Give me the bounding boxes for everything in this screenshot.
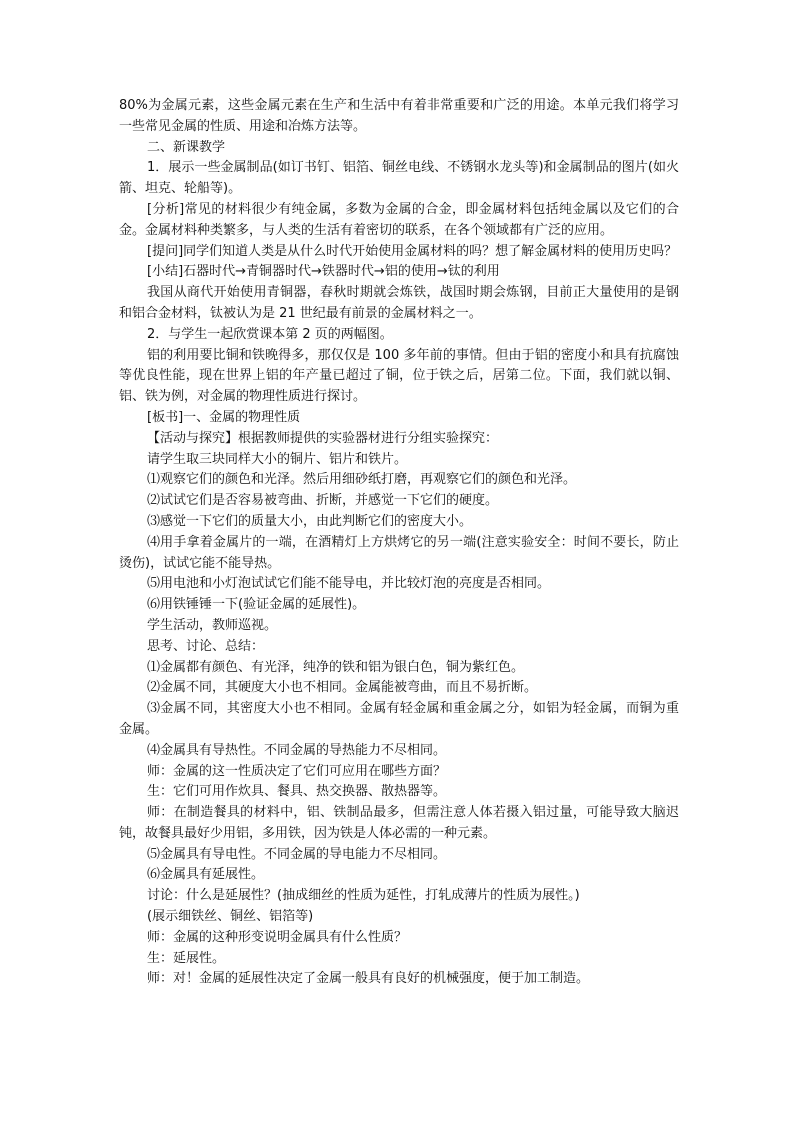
list-item-conclusion-4: ⑷金属具有导热性。不同金属的导热能力不尽相同。 [147, 742, 447, 758]
dialogue-student-1: 生：它们可用作炊具、餐具、热交换器、散热器等。 [147, 784, 447, 800]
list-item-conclusion-5: ⑸金属具有导电性。不同金属的导电能力不尽相同。 [147, 846, 447, 862]
paragraph-activity: 【活动与探究】根据教师提供的实验器材进行分组实验探究： [147, 430, 499, 446]
dialogue-student-2: 生：延展性。 [147, 950, 226, 966]
section-heading-new-lesson: 二、新课教学 [147, 139, 226, 155]
paragraph-student-activity: 学生活动，教师巡视。 [147, 617, 278, 633]
paragraph-demonstration: (展示细铁丝、铜丝、铝箔等) [147, 909, 314, 925]
list-item-conclusion-6: ⑹金属具有延展性。 [147, 867, 265, 883]
paragraph-summary: [小结]石器时代→青铜器时代→铁器时代→铝的使用→钛的利用 [147, 264, 500, 280]
paragraph-step-2: 2．与学生一起欣赏课本第 2 页的两幅图。 [147, 326, 393, 342]
paragraph-discussion-ductility: 讨论：什么是延展性？(抽成细丝的性质为延性，打轧成薄片的性质为展性。) [147, 888, 580, 904]
dialogue-teacher-1: 师：金属的这一性质决定了它们可应用在哪些方面？ [147, 763, 447, 779]
list-item-experiment-4: ⑷用手拿着金属片的一端，在酒精灯上方烘烤它的另一端(注意实验安全：时间不要长，防止烫伤)，试试它能不能导热。 [119, 534, 679, 571]
paragraph-instruction: 请学生取三块同样大小的铜片、铝片和铁片。 [147, 451, 408, 467]
paragraph-history: 我国从商代开始使用青铜器，春秋时期就会炼铁，战国时期会炼钢，目前正大量使用的是钢和铝合金材料，钛被认为是 21 世纪最有前景的金属材料之一。 [119, 285, 679, 321]
paragraph-discussion-heading: 思考、讨论、总结： [147, 638, 265, 654]
paragraph-board-title: [板书]一、金属的物理性质 [147, 409, 301, 425]
list-item-conclusion-3: ⑶金属不同，其密度大小也不相同。金属有轻金属和重金属之分，如铝为轻金属，而铜为重金属。 [119, 701, 679, 737]
dialogue-teacher-2: 师：在制造餐具的材料中，铝、铁制品最多，但需注意人体若摄入铝过量，可能导致大脑迟钝，故餐具最好少用铝，多用铁，因为铁是人体必需的一种元素。 [119, 805, 679, 841]
paragraph-aluminum: 铝的利用要比铜和铁晚得多，那仅仅是 100 多年前的事情。但由于铝的密度小和具有抗腐蚀等优良性能，现在世界上铝的年产量已超过了铜，位于铁之后，居第二位。下面，我们就以铜、铝、铁为例，对金属的物理性质进行探讨。 [119, 347, 679, 405]
list-item-conclusion-1: ⑴金属都有颜色、有光泽，纯净的铁和铝为银白色，铜为紫红色。 [147, 659, 525, 675]
list-item-experiment-3: ⑶感觉一下它们的质量大小，由此判断它们的密度大小。 [147, 513, 473, 529]
dialogue-teacher-3: 师：金属的这种形变说明金属具有什么性质？ [147, 929, 408, 945]
paragraph-analysis: [分析]常见的材料很少有纯金属，多数为金属的合金，即金属材料包括纯金属以及它们的合金。金属材料种类繁多，与人类的生活有着密切的联系，在各个领域都有广泛的应用。 [119, 201, 679, 238]
list-item-experiment-5: ⑸用电池和小灯泡试试它们能不能导电，并比较灯泡的亮度是否相同。 [147, 576, 551, 592]
dialogue-teacher-4: 师：对！金属的延展性决定了金属一般具有良好的机械强度，便于加工制造。 [147, 971, 590, 987]
list-item-experiment-2: ⑵试试它们是否容易被弯曲、折断，并感觉一下它们的硬度。 [147, 493, 499, 509]
list-item-experiment-6: ⑹用铁锤锤一下(验证金属的延展性)。 [147, 597, 366, 613]
paragraph-step-1: 1．展示一些金属制品(如订书钉、铝箔、铜丝电线、不锈钢水龙头等)和金属制品的图片(如火箭、坦克、轮船等)。 [119, 160, 679, 197]
paragraph-intro: 80%为金属元素，这些金属元素在生产和生活中有着非常重要和广泛的用途。本单元我们将学习一些常见金属的性质、用途和冶炼方法等。 [119, 98, 679, 134]
list-item-experiment-1: ⑴观察它们的颜色和光泽。然后用细砂纸打磨，再观察它们的颜色和光泽。 [147, 472, 577, 488]
list-item-conclusion-2: ⑵金属不同，其硬度大小也不相同。金属能被弯曲，而且不易折断。 [147, 680, 538, 696]
document-page [119, 96, 679, 990]
paragraph-question: [提问]同学们知道人类是从什么时代开始使用金属材料的吗？想了解金属材料的使用历史吗？ [147, 243, 678, 259]
